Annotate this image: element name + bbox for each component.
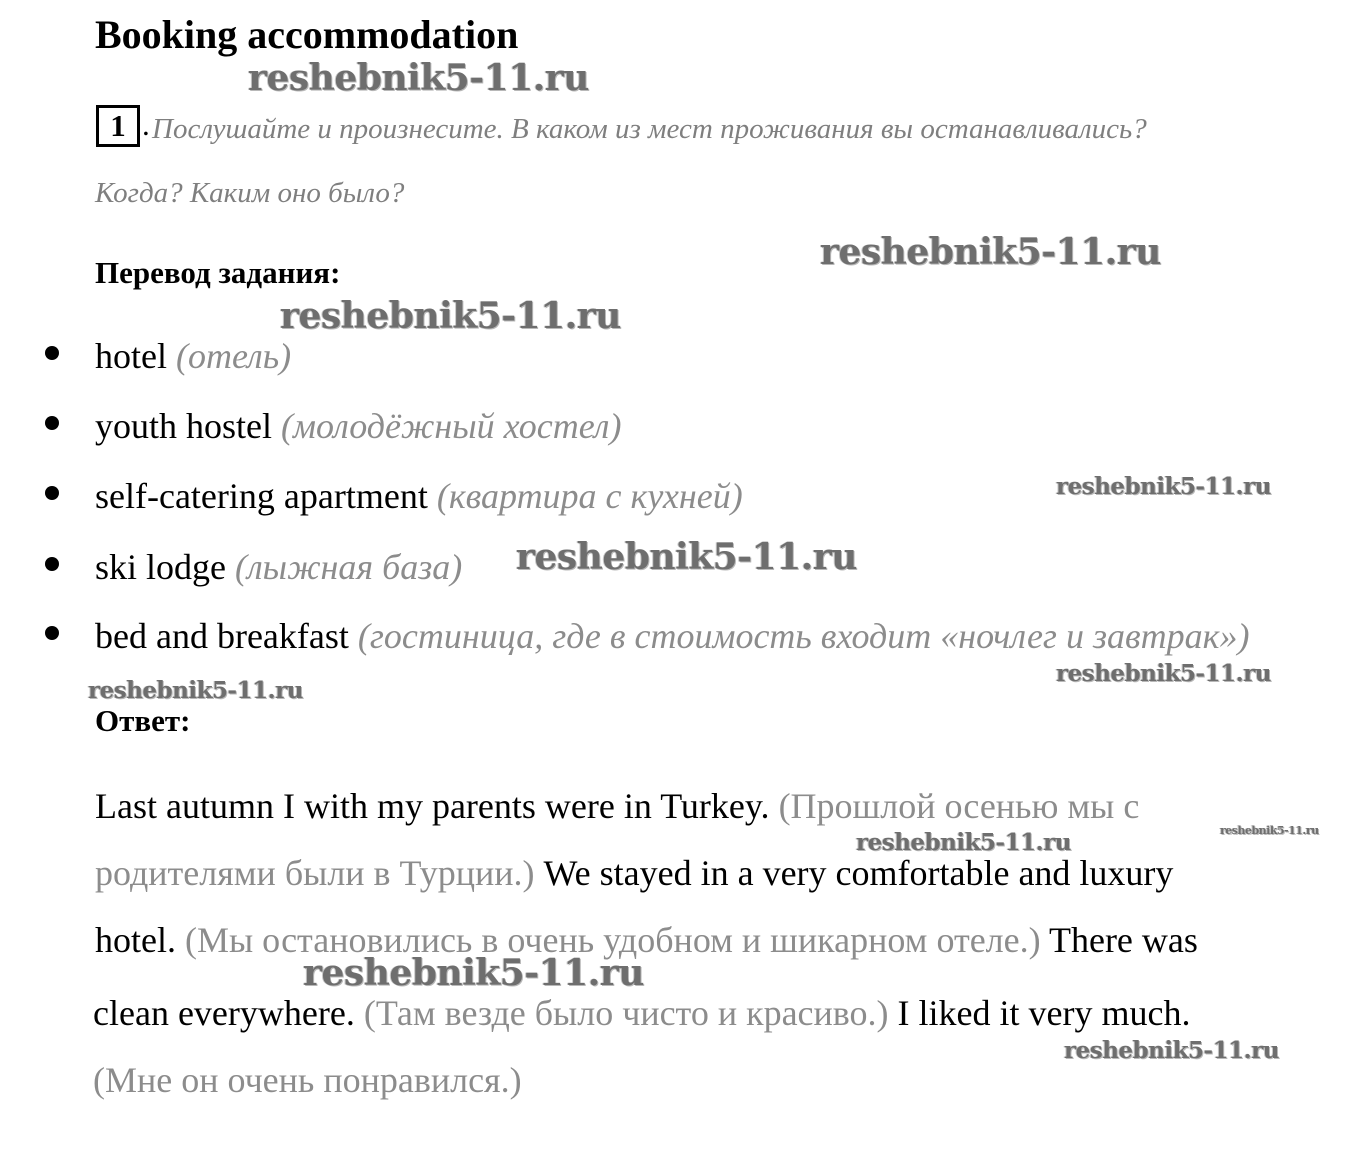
watermark: reshebnik5-11.ru [248, 57, 589, 99]
task-number: 1 [96, 105, 140, 147]
watermark: reshebnik5-11.ru [1056, 660, 1271, 687]
list-item-text [95, 404, 621, 448]
item-english: youth hostel [95, 406, 272, 446]
answer-translation: (Прошлой осенью мы с [778, 786, 1140, 826]
list-item-text [95, 545, 462, 589]
watermark: reshebnik5-11.ru [516, 536, 857, 578]
list-item-text [95, 334, 291, 378]
task-instruction-line-2: Когда? Каким оно было? [95, 177, 405, 209]
item-translation: (гостиница, где в стоимость входит «ночлег и завтрак») [357, 616, 1250, 656]
task-number-dot: . [142, 107, 150, 142]
item-english: bed and breakfast [95, 616, 349, 656]
list-item [0, 334, 1371, 378]
answer-english: There was [1048, 920, 1198, 960]
answer-english: clean everywhere. [93, 993, 364, 1033]
answer-line [95, 784, 1139, 828]
answer-translation: родителями были в Турции.) [95, 853, 544, 893]
watermark: reshebnik5-11.ru [280, 295, 621, 337]
watermark: reshebnik5-11.ru [88, 677, 303, 704]
answer-english: I liked it very much. [897, 993, 1191, 1033]
item-translation: (квартира с кухней) [436, 476, 743, 516]
answer-translation: (Мне он очень понравился.) [93, 1060, 522, 1100]
bullet-icon [45, 416, 59, 430]
answer-translation: (Там везде было чисто и красиво.) [363, 993, 898, 1033]
bullet-icon [45, 557, 59, 571]
item-translation: (лыжная база) [235, 547, 463, 587]
answer-heading: Ответ: [95, 703, 191, 738]
answer-line [95, 851, 1173, 895]
answer-line [93, 991, 1190, 1035]
item-english: ski lodge [95, 547, 226, 587]
watermark: reshebnik5-11.ru [303, 952, 644, 994]
translation-heading: Перевод задания: [95, 255, 341, 290]
answer-line [95, 918, 1198, 962]
watermark: reshebnik5-11.ru [856, 829, 1071, 856]
item-english: hotel [95, 336, 167, 376]
answer-english: Last autumn I with my parents were in Turkey. [95, 786, 779, 826]
item-translation: (отель) [175, 336, 292, 376]
answer-english: hotel. [95, 920, 185, 960]
list-item [0, 404, 1371, 448]
item-translation: (молодёжный хостел) [281, 406, 622, 446]
list-item-text [95, 474, 743, 518]
bullet-icon [45, 626, 59, 640]
task-instruction-line-1: Послушайте и произнесите. В каком из мест проживания вы останавливались? [152, 113, 1147, 145]
bullet-icon [45, 486, 59, 500]
answer-line [93, 1058, 522, 1102]
answer-english: We stayed in a very comfortable and luxury [543, 853, 1174, 893]
watermark: reshebnik5-11.ru [820, 231, 1161, 273]
watermark: reshebnik5-11.ru [1064, 1037, 1279, 1064]
page-title: Booking accommodation [95, 12, 519, 57]
watermark: reshebnik5-11.ru [1056, 473, 1271, 500]
bullet-icon [45, 346, 59, 360]
list-item [0, 614, 1371, 658]
item-english: self-catering apartment [95, 476, 428, 516]
answer-translation: (Мы остановились в очень удобном и шикарном отеле.) [184, 920, 1049, 960]
list-item-text [95, 614, 1249, 658]
watermark: reshebnik5-11.ru [1220, 824, 1319, 837]
